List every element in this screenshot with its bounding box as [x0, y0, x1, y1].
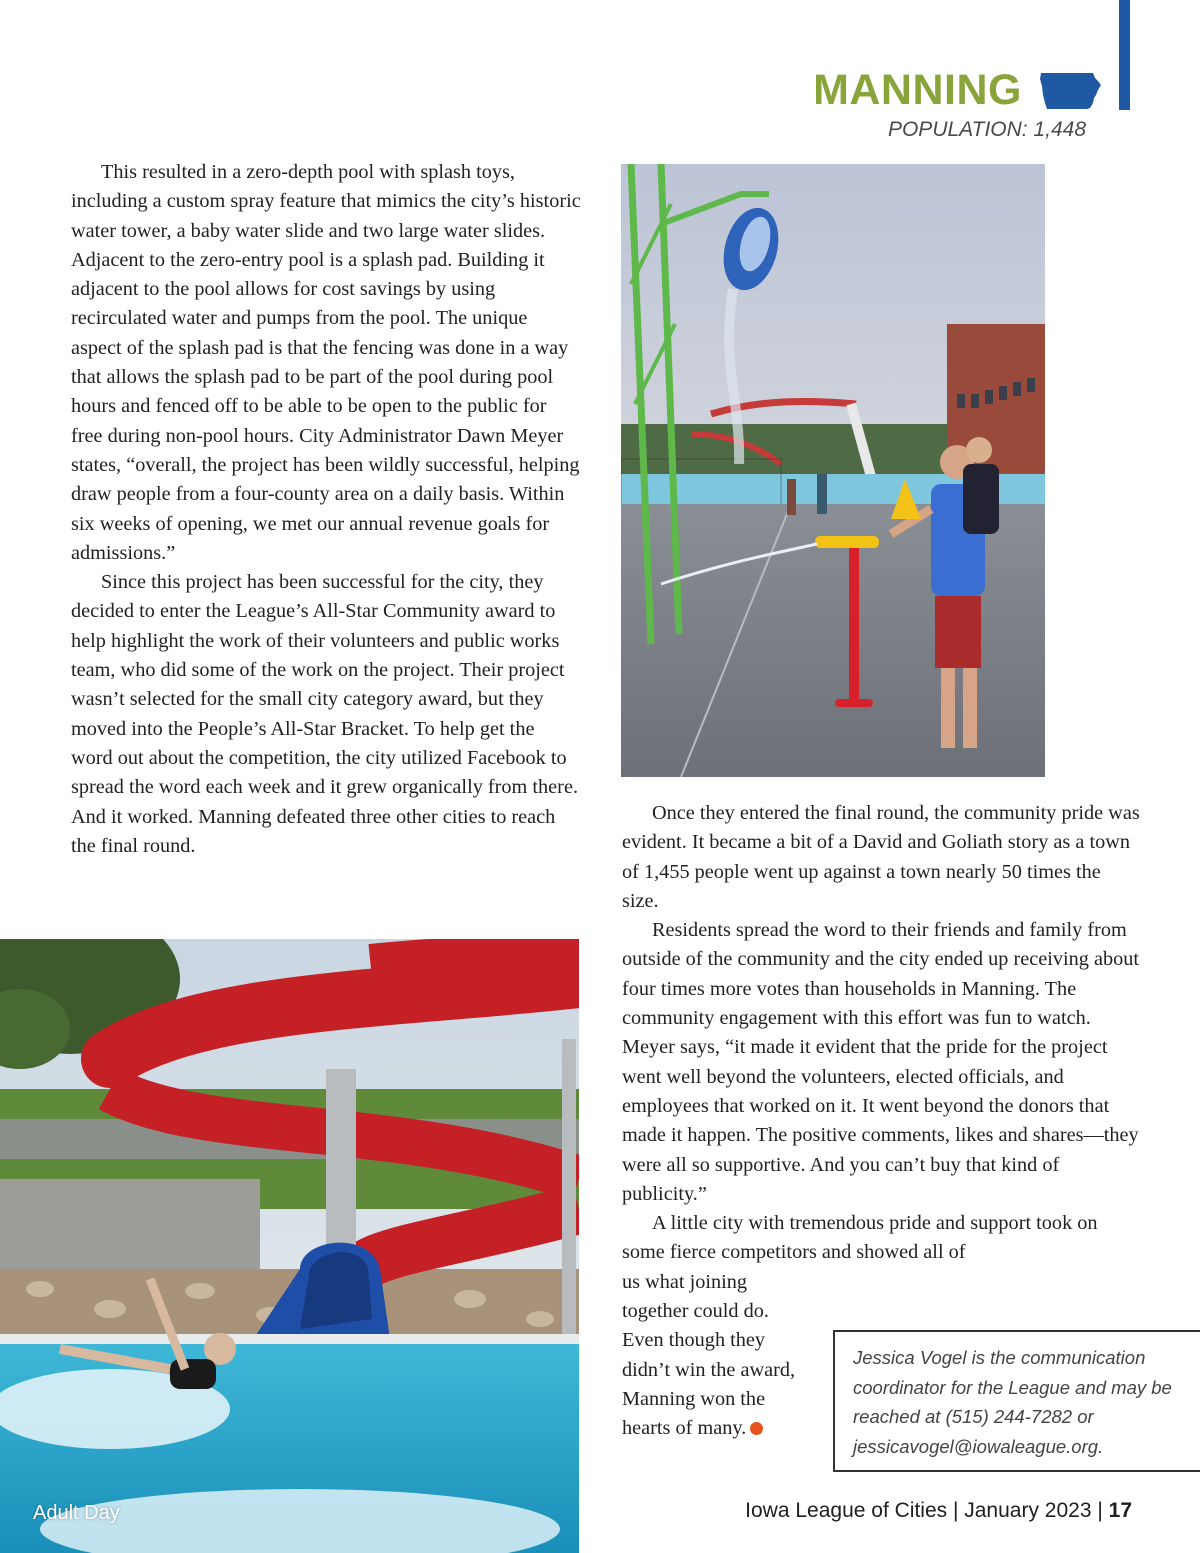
body-paragraph: Since this project has been successful for the city, they decided to enter the League’s All-Star Community award to help highlight the work of their volunteers and public works team, who did some of the work on the project. Their project wasn’t selected for the small city category award, but they moved into the People’s All-Star Bracket. To help get the word out about the competition, the city utilized Facebook to spread the word each week and it grew organically from there. And it worked. Manning defeated three other cities to reach the final round.: [71, 571, 579, 857]
body-paragraph: A little city with tremendous pride and support took on some fierce competitors and showed all of: [622, 1212, 1098, 1264]
body-paragraph: Once they entered the final round, the community pride was evident. It became a bit of a David and Goliath story as a town of 1,455 people went up against a town nearly 50 times the size.: [622, 802, 1140, 912]
end-mark-dot: [750, 1422, 763, 1435]
page-footer: [745, 1497, 1132, 1525]
water-slide-photo: [0, 939, 579, 1553]
closing-paragraph: us what joining together could do. Even though they didn’t win the award, Manning won the hearts of many.: [622, 1270, 796, 1440]
left-text-column: [71, 158, 581, 861]
body-paragraph: Residents spread the word to their friends and family from outside of the community and the city ended up receiving about four times more votes than households in Manning. The community engagement with this effort was fun to watch. Meyer says, “it made it evident that the pride for the project went well beyond the volunteers, elected officials, and employees that worked on it. It went beyond the donors that made it happen. The positive comments, likes and shares—they were all so supportive. And you can’t buy that kind of publicity.”: [622, 919, 1140, 1205]
author-note-box: [833, 1330, 1200, 1472]
photo-caption: Adult Day: [33, 1502, 120, 1524]
splash-pad-photo: [621, 164, 1045, 777]
accent-bar: [1119, 0, 1130, 110]
footer-publication: Iowa League of Cities | January 2023 |: [745, 1499, 1103, 1522]
body-paragraph: This resulted in a zero-depth pool with splash toys, including a custom spray feature that mimics the city’s historic water tower, a baby water slide and two large water slides. Adjacent to the zero-entry pool is a splash pad. Building it adjacent to the pool allows for cost savings by using recirculated water and pumps from the pool. The unique aspect of the splash pad is that the fencing was done in a way that allows the splash pad to be part of the pool during pool hours and fenced off to be able to be open to the public for free during non-pool hours. City Administrator Dawn Meyer states, “overall, the project has been wildly successful, helping draw people from a four-county area on a daily basis. Within six weeks of opening, we met our annual revenue goals for admissions.”: [71, 161, 581, 564]
page-number: 17: [1108, 1499, 1132, 1522]
iowa-state-shape-icon: [1038, 70, 1102, 112]
town-title: MANNING: [813, 66, 1022, 114]
author-note-text: Jessica Vogel is the communication coordinator for the League and may be reached at (515) 244-7282 or jessicavogel@iowaleague.org.: [853, 1347, 1172, 1457]
closing-text: [622, 1268, 814, 1444]
population-label: POPULATION: 1,448: [887, 118, 1086, 141]
